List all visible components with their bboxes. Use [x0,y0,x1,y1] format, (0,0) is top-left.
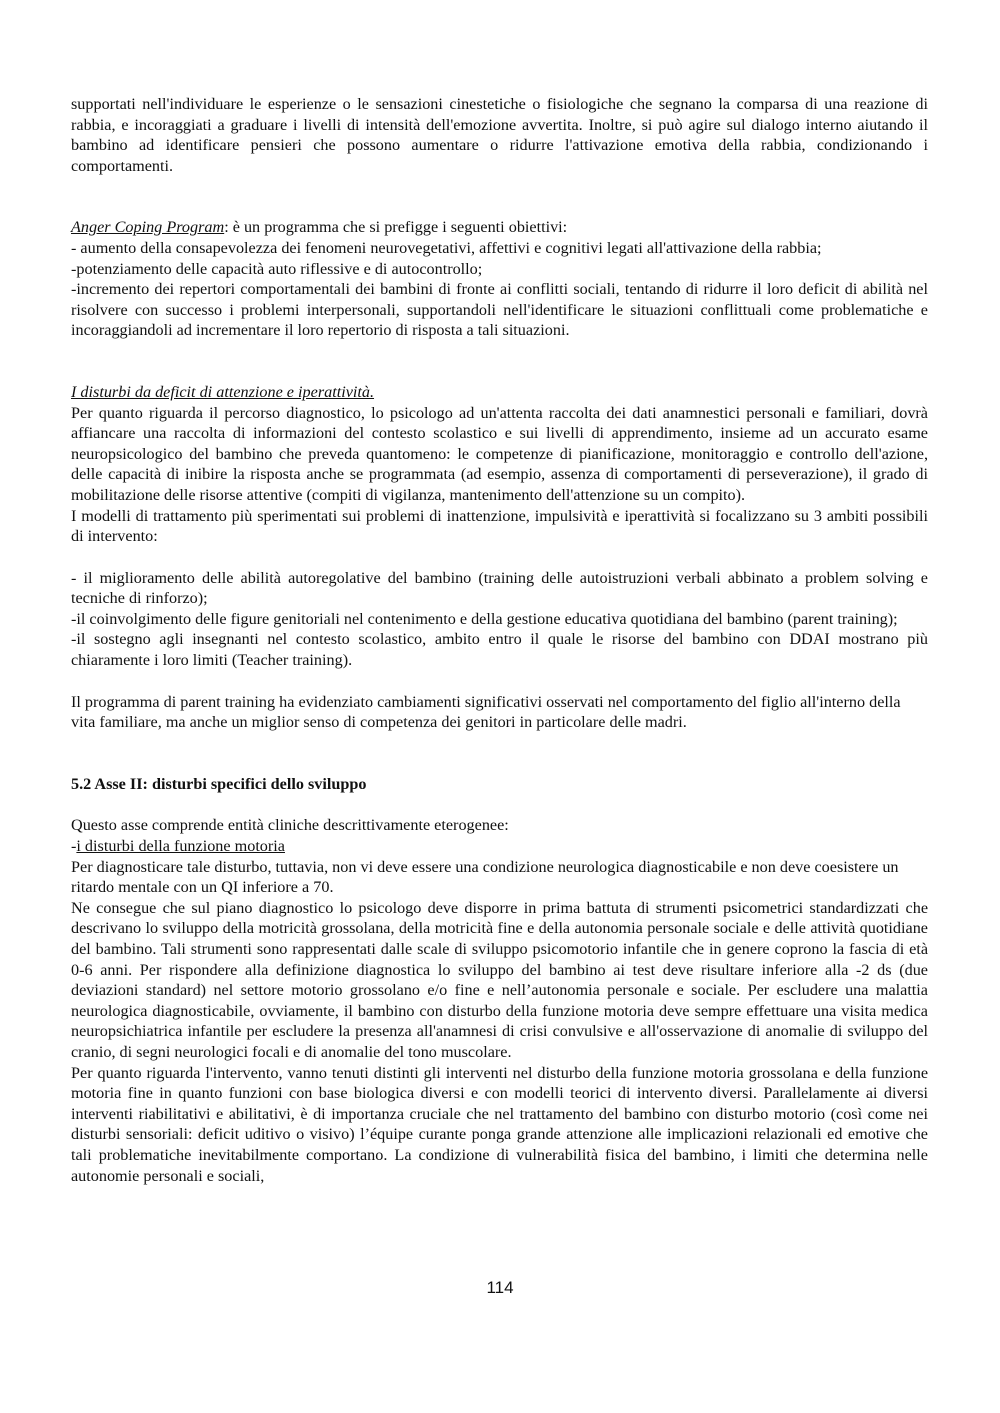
motor-subheading [71,836,928,857]
motor-paragraph-3: Per quanto riguarda l'intervento, vanno tenuti distinti gli interventi nel disturbo della funzione motoria grossolana e della funzione motoria fine in quanto funzioni con base biologica diversi e con modelli teorici di intervento diversi. Parallelamente ai diversi interventi riabilitativi e abilitativi, è di importanza cruciale che nel trattamento del bambino con disturbo motorio (così come nei disturbi sensoriali: deficit uditivo o visivo) l’équipe curante ponga grande attenzione alle implicazioni relazionali ed emotive che tali problematiche inevitabilmente comportano. La condizione di vulnerabilità fisica del bambino, i limiti che determina nelle autonomie personali e sociali, [71,1063,928,1185]
ddai-title-text: I disturbi da deficit di attenzione e iperattività. [71,382,375,401]
ddai-item-3: -il sostegno agli insegnanti nel contesto scolastico, ambito entro il quale le risorse del bambino con DDAI mostrano più chiaramente i loro limiti (Teacher training). [71,630,928,670]
ddai-item-2: -il coinvolgimento delle figure genitoriali nel contenimento e della gestione educativa quotidiana del bambino (parent training); [71,609,898,628]
ddai-paragraph-3: Il programma di parent training ha evidenziato cambiamenti significativi osservati nel comportamento del figlio all'interno della vita familiare, ma anche un miglior senso di competenza dei genitori in particolare delle madri. [71,692,901,732]
motor-subheading-text: i disturbi della funzione motoria [76,837,285,856]
anger-coping-title: Anger Coping Program [71,218,225,237]
motor-paragraph-1: Per diagnosticare tale disturbo, tuttavia, non vi deve essere una condizione neurologica diagnosticabile e non deve coesistere un ritardo mentale con un QI inferiore a 70. [71,857,899,897]
page-number: 114 [486,1278,514,1297]
anger-item-3: -incremento dei repertori comportamentali dei bambini di fronte ai conflitti sociali, tentando di ridurre il loro deficit di abilità nel risolvere con successo i problemi interpersonali, supportandoli nell'identificare le situazioni conflittuali come problematiche e incoraggiandoli ad incrementare il loro repertorio di risposta a tali situazioni. [71,280,928,340]
anger-coping-intro-text: : è un programma che si prefigge i seguenti obiettivi: [224,218,568,237]
anger-coping-intro [71,217,928,238]
ddai-item-1: - il miglioramento delle abilità autoregolative del bambino (training delle autoistruzioni verbali abbinato a problem solving e tecniche di rinforzo); [71,568,928,608]
anger-item-1: - aumento della consapevolezza dei fenomeni neurovegetativi, affettivi e cognitivi legati all'attivazione della rabbia; [71,238,822,257]
motor-paragraph-2: Ne consegue che sul piano diagnostico lo psicologo deve disporre in prima battuta di strumenti psicometrici standardizzati che descrivano lo sviluppo della motricità grossolana, della motricità fine e della autonomia personale sociale e delle attività quotidiane del bambino. Tali strumenti sono rappresentati dalle scale di sviluppo psicomotorio infantile che in genere coprono la fascia di età 0-6 anni. Per rispondere alla definizione diagnostica lo sviluppo del bambino ai test deve risultare inferiore alla -2 ds (due deviazioni standard) nel settore motorio grossolano e/o fine e nell’autonomia personale e sociale. Per escludere una malattia neurologica diagnosticabile, ovviamente, il bambino con disturbo della funzione motoria deve sempre effettuare una visita medica neuropsichiatrica infantile per escludere la presenza all'anamnesi di crisi convulsive e all'osservazione di anomalie di sviluppo del cranio, di segni neurologici focali e di anomalie del tono muscolare. [71,898,928,1061]
ddai-paragraph-1: Per quanto riguarda il percorso diagnostico, lo psicologo ad un'attenta raccolta dei dati anamnestici personali e familiari, dovrà affiancare una raccolta di informazioni del contesto scolastico e sui livelli di apprendimento, insieme ad un accurato esame neuropsicologico del bambino che preveda quantomeno: le competenze di pianificazione, monitoraggio e controllo dell'azione, delle capacità di inibire la risposta anche se programmata (ad esempio, assenza di comportamenti di perseverazione), il grado di mobilitazione delle risorse attentive (compiti di vigilanza, mantenimento dell'attenzione su un compito). [71,403,928,504]
section-heading: 5.2 Asse II: disturbi specifici dello sviluppo [71,774,367,793]
motor-subheading-dash: - [71,837,77,856]
ddai-paragraph-2: I modelli di trattamento più sperimentati sui problemi di inattenzione, impulsività e iperattività si focalizzano su 3 ambiti possibili di intervento: [71,506,928,546]
ddai-title [71,382,928,403]
intro-paragraph: supportati nell'individuare le esperienze o le sensazioni cinestetiche o fisiologiche che segnano la comparsa di una reazione di rabbia, e incoraggiati a graduare i livelli di intensità dell'emozione avvertita. Inoltre, si può agire sul dialogo interno aiutando il bambino ad identificare pensieri che possono aumentare o ridurre l'attivazione emotiva della rabbia, condizionando i comportamenti. [71,95,928,175]
document-page [71,94,928,1186]
anger-item-2: -potenziamento delle capacità auto riflessive e di autocontrollo; [71,259,483,278]
section-intro: Questo asse comprende entità cliniche descrittivamente eterogenee: [71,816,509,835]
